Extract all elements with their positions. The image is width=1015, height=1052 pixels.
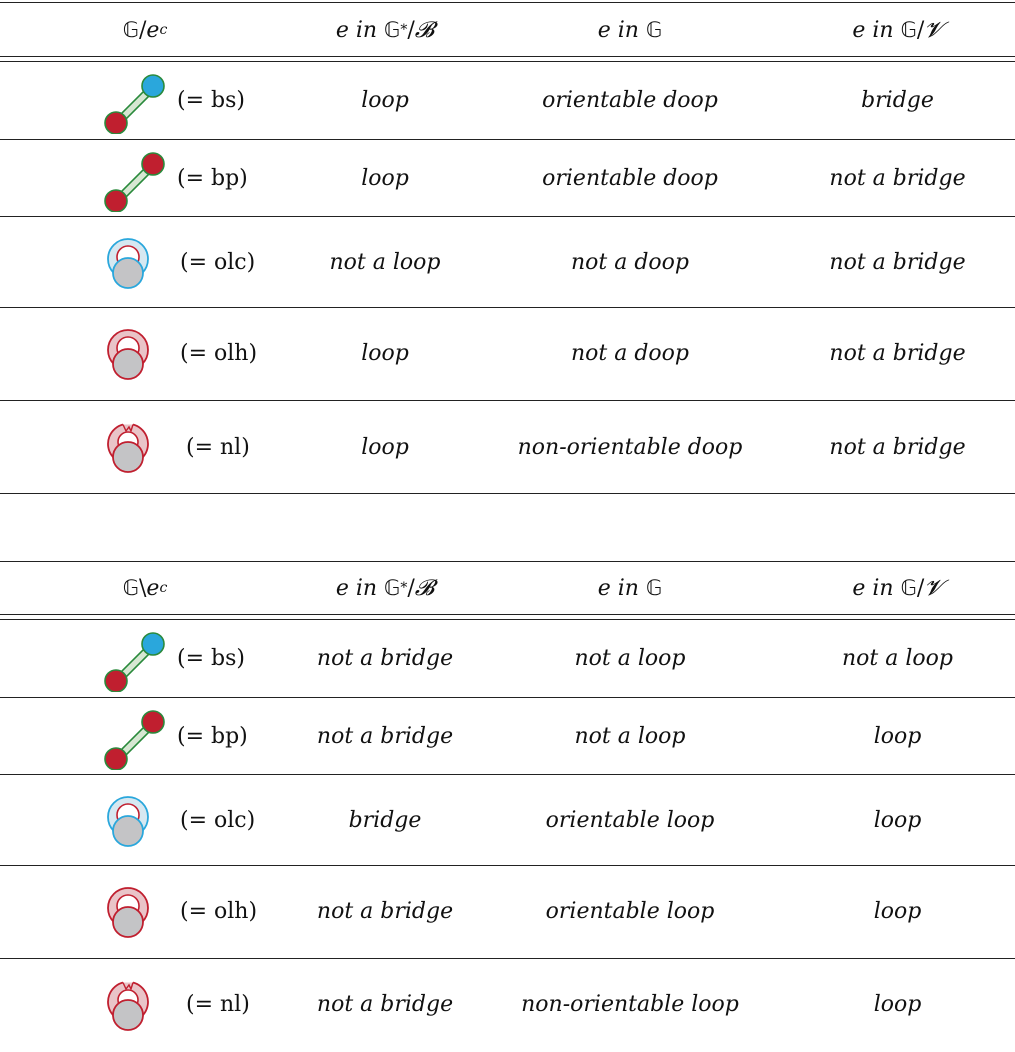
table-row — [0, 620, 1015, 696]
header-col0: 𝔾 / e c — [122, 17, 168, 43]
cell-col3: not a bridge — [829, 165, 966, 191]
row-label: (= olh) — [180, 340, 258, 366]
cell-col3: not a bridge — [829, 249, 966, 275]
cell-col1: not a bridge — [316, 991, 454, 1017]
cell-col1: bridge — [348, 807, 422, 833]
table-row — [0, 308, 1015, 398]
cell-col2: non-orientable doop — [517, 434, 743, 460]
bridge-sphere-icon — [100, 72, 170, 134]
table-row — [0, 959, 1015, 1049]
cell-col1: not a bridge — [316, 898, 454, 924]
cell-col2: orientable doop — [542, 87, 718, 113]
cell-col3: not a bridge — [829, 340, 966, 366]
orientable-loop-cylinder-icon — [104, 795, 154, 851]
header-double-rule-a — [0, 56, 1015, 57]
table-row — [0, 62, 1015, 138]
row-label: (= olc) — [180, 249, 256, 275]
header-col1: e in 𝔾 * / 𝓑 — [335, 575, 435, 601]
row-label: (= olh) — [180, 898, 258, 924]
cell-col2: orientable loop — [545, 807, 715, 833]
table-row — [0, 217, 1015, 307]
row-label: (= nl) — [186, 434, 250, 460]
header-row — [0, 4, 1015, 56]
row-label: (= bs) — [177, 645, 245, 671]
table-row — [0, 698, 1015, 774]
header-double-rule-a — [0, 614, 1015, 615]
header-row — [0, 562, 1015, 614]
header-col2: e in 𝔾 — [597, 575, 663, 601]
table-row — [0, 775, 1015, 865]
cell-col3: loop — [873, 723, 922, 749]
cell-col1: loop — [361, 434, 409, 460]
cell-col1: not a bridge — [316, 645, 454, 671]
row-label: (= olc) — [180, 807, 256, 833]
cell-col2: orientable doop — [542, 165, 718, 191]
nonorientable-loop-icon — [104, 421, 154, 477]
bridge-sphere-icon — [100, 630, 170, 692]
cell-col2: not a loop — [574, 723, 686, 749]
bridge-plane-icon — [100, 150, 170, 212]
cell-col3: loop — [873, 898, 922, 924]
cell-col3: not a loop — [842, 645, 953, 671]
bottom-rule — [0, 493, 1015, 494]
table-row — [0, 140, 1015, 216]
bridge-plane-icon — [100, 708, 170, 770]
table-row — [0, 401, 1015, 493]
header-col2: e in 𝔾 — [597, 17, 663, 43]
header-col1: e in 𝔾 * / 𝓑 — [335, 17, 435, 43]
nonorientable-loop-icon — [104, 979, 154, 1035]
row-label: (= nl) — [186, 991, 250, 1017]
cell-col1: loop — [361, 87, 409, 113]
cell-col3: loop — [873, 991, 922, 1017]
row-label: (= bs) — [177, 87, 245, 113]
cell-col2: not a doop — [570, 340, 689, 366]
header-col3: e in 𝔾 / 𝓥 — [852, 17, 943, 43]
cell-col1: loop — [361, 165, 409, 191]
orientable-loop-handle-icon — [104, 886, 154, 942]
cell-col1: loop — [361, 340, 409, 366]
cell-col1: not a loop — [329, 249, 441, 275]
cell-col1: not a bridge — [316, 723, 454, 749]
cell-col3: bridge — [861, 87, 934, 113]
cell-col2: not a loop — [574, 645, 686, 671]
header-col0: 𝔾 \ e c — [122, 575, 168, 601]
cell-col2: orientable loop — [545, 898, 715, 924]
header-col3: e in 𝔾 / 𝓥 — [852, 575, 943, 601]
cell-col3: not a bridge — [829, 434, 966, 460]
cell-col2: not a doop — [570, 249, 689, 275]
cell-col3: loop — [873, 807, 922, 833]
row-label: (= bp) — [177, 723, 248, 749]
cell-col2: non-orientable loop — [521, 991, 739, 1017]
orientable-loop-cylinder-icon — [104, 237, 154, 293]
table-row — [0, 866, 1015, 956]
row-label: (= bp) — [177, 165, 248, 191]
orientable-loop-handle-icon — [104, 328, 154, 384]
